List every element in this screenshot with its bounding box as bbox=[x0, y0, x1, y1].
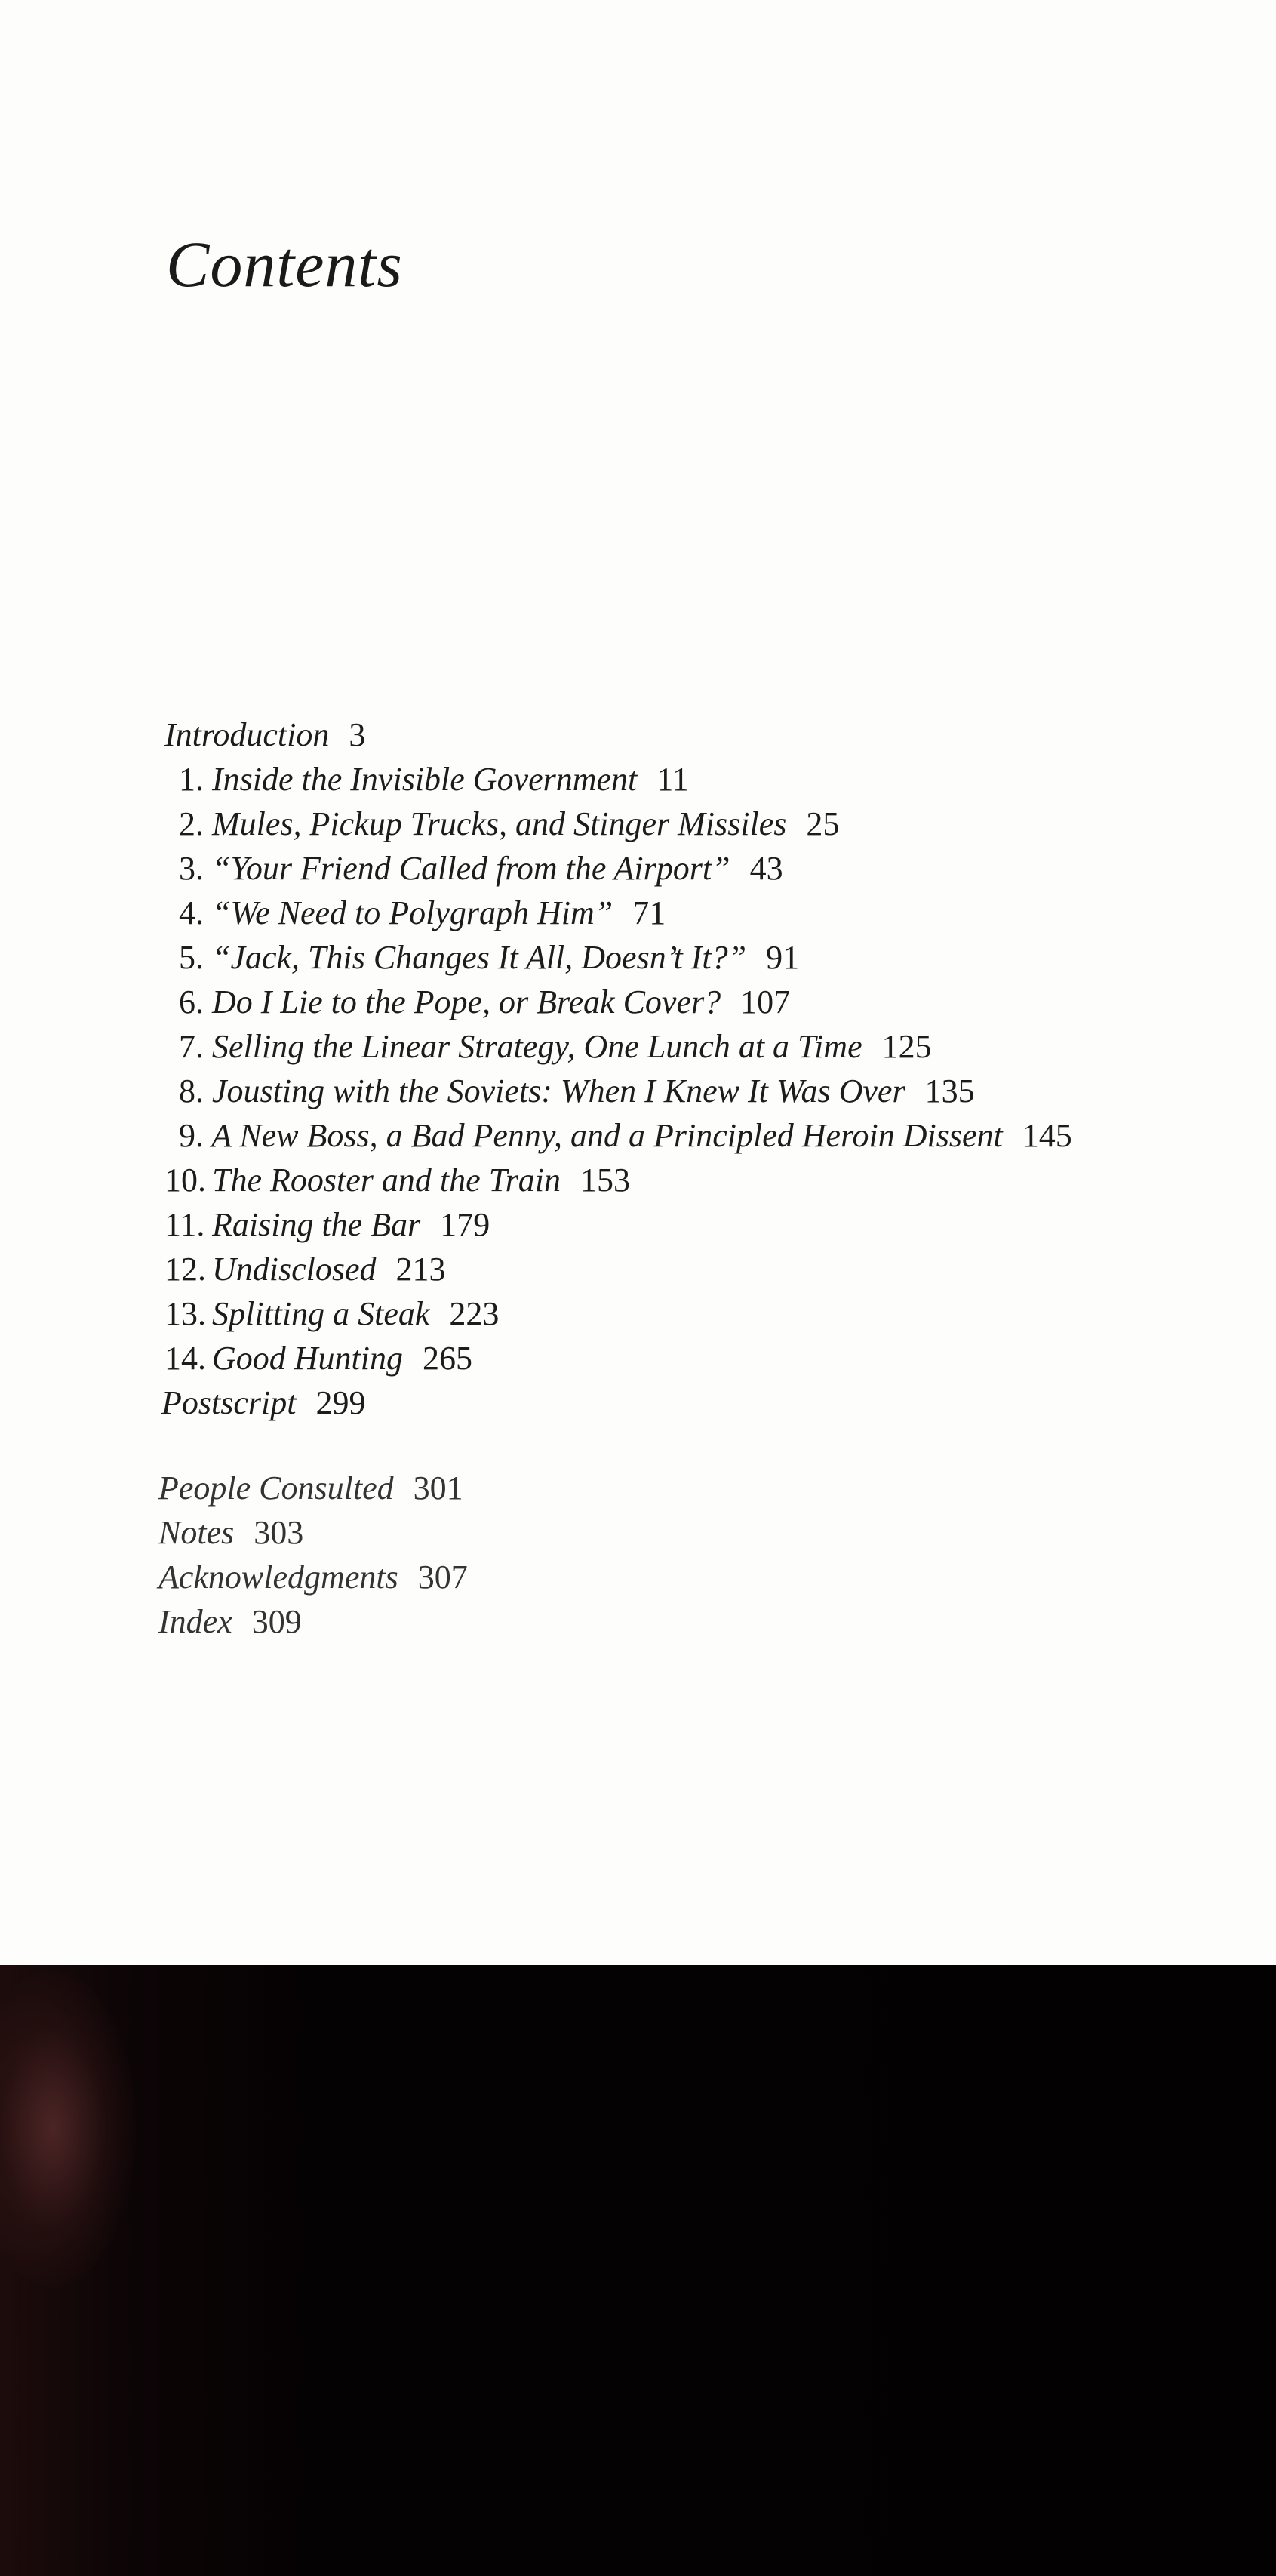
chapter-number: 3. bbox=[179, 850, 204, 887]
toc-entry-chapter bbox=[164, 1030, 932, 1063]
toc-entry-chapter bbox=[164, 763, 689, 796]
chapter-number: 1. bbox=[179, 761, 204, 798]
toc-entry-title: Splitting a Steak bbox=[212, 1295, 430, 1332]
toc-entry-title: The Rooster and the Train bbox=[212, 1162, 561, 1199]
toc-entry-title: Do I Lie to the Pope, or Break Cover? bbox=[212, 983, 721, 1020]
chapter-number: 4. bbox=[179, 894, 204, 931]
toc-entry-page: 213 bbox=[395, 1251, 446, 1288]
toc-entry-title: Notes bbox=[158, 1514, 235, 1551]
toc-entry-page: 43 bbox=[749, 850, 783, 887]
toc-entry-page: 3 bbox=[349, 716, 366, 753]
chapter-number: 10. bbox=[164, 1162, 206, 1199]
dark-background bbox=[0, 1965, 1276, 2576]
toc-entry-back-matter bbox=[158, 1605, 302, 1639]
toc-entry-page: 145 bbox=[1022, 1117, 1072, 1154]
toc-entry-title: “We Need to Polygraph Him” bbox=[212, 894, 613, 931]
toc-entry-title: Selling the Linear Strategy, One Lunch at a Time bbox=[212, 1028, 862, 1065]
toc-entry-page: 71 bbox=[632, 894, 666, 931]
toc-entry-chapter bbox=[164, 1342, 472, 1375]
toc-entry-back-matter bbox=[158, 1516, 303, 1550]
toc-entry-chapter bbox=[164, 805, 840, 842]
chapter-number: 5. bbox=[179, 939, 204, 976]
toc-entry-chapter bbox=[164, 1297, 499, 1331]
toc-entry-page: 307 bbox=[417, 1559, 468, 1596]
chapter-number: 8. bbox=[179, 1073, 204, 1109]
toc-entry-introduction bbox=[164, 716, 366, 753]
toc-entry-title: Acknowledgments bbox=[158, 1559, 398, 1596]
chapter-number: 2. bbox=[179, 805, 204, 842]
toc-entry-chapter bbox=[164, 852, 783, 885]
toc-entry-chapter bbox=[164, 1119, 1072, 1153]
toc-entry-title: “Jack, This Changes It All, Doesn’t It?” bbox=[212, 939, 747, 976]
toc-entry-page: 301 bbox=[413, 1470, 463, 1507]
chapter-number: 13. bbox=[164, 1295, 206, 1332]
toc-entry-page: 179 bbox=[440, 1206, 490, 1243]
toc-entry-postscript bbox=[161, 1386, 365, 1420]
toc-entry-page: 303 bbox=[254, 1514, 304, 1551]
toc-entry-page: 125 bbox=[881, 1028, 932, 1065]
toc-entry-page: 107 bbox=[740, 983, 791, 1020]
toc-entry-page: 223 bbox=[449, 1295, 500, 1332]
toc-entry-chapter bbox=[164, 1253, 446, 1286]
toc-entry-page: 153 bbox=[580, 1162, 631, 1199]
toc-entry-back-matter bbox=[158, 1561, 468, 1594]
chapter-number: 7. bbox=[179, 1028, 204, 1065]
toc-entry-title: Undisclosed bbox=[212, 1251, 377, 1288]
chapter-number: 6. bbox=[179, 983, 204, 1020]
toc-entry-title: Introduction bbox=[164, 716, 330, 753]
chapter-number: 9. bbox=[179, 1117, 204, 1154]
toc-entry-title: Raising the Bar bbox=[212, 1206, 421, 1243]
toc-entry-title: A New Boss, a Bad Penny, and a Principled Heroin Dissent bbox=[211, 1117, 1003, 1154]
toc-entry-page: 91 bbox=[766, 939, 800, 976]
toc-entry-title: “Your Friend Called from the Airport” bbox=[212, 850, 730, 887]
chapter-number: 14. bbox=[164, 1340, 206, 1377]
toc-entry-chapter bbox=[164, 894, 666, 931]
toc-entry-back-matter bbox=[158, 1472, 463, 1505]
toc-entry-chapter bbox=[164, 1164, 630, 1197]
toc-entry-page: 265 bbox=[423, 1340, 472, 1377]
toc-entry-page: 299 bbox=[315, 1384, 366, 1421]
toc-entry-title: Index bbox=[158, 1603, 232, 1640]
toc-entry-title: Good Hunting bbox=[212, 1340, 403, 1377]
toc-entry-title: People Consulted bbox=[158, 1470, 394, 1507]
toc-entry-chapter bbox=[164, 1208, 490, 1242]
toc-entry-title: Jousting with the Soviets: When I Knew It Was Over bbox=[212, 1073, 905, 1109]
toc-entry-page: 11 bbox=[656, 761, 689, 798]
chapter-number: 11. bbox=[164, 1206, 205, 1243]
toc-entry-page: 25 bbox=[806, 805, 840, 842]
toc-entry-title: Mules, Pickup Trucks, and Stinger Missiles bbox=[212, 805, 787, 842]
toc-entry-title: Inside the Invisible Government bbox=[212, 761, 638, 798]
toc-entry-page: 309 bbox=[251, 1603, 302, 1640]
toc-entry-chapter bbox=[164, 983, 791, 1020]
toc-entry-title: Postscript bbox=[161, 1384, 297, 1421]
chapter-number: 12. bbox=[164, 1251, 206, 1288]
toc-entry-page: 135 bbox=[924, 1073, 975, 1109]
toc-entry-chapter bbox=[164, 941, 799, 974]
toc-entry-chapter bbox=[164, 1075, 975, 1108]
page-title: Contents bbox=[166, 228, 403, 300]
